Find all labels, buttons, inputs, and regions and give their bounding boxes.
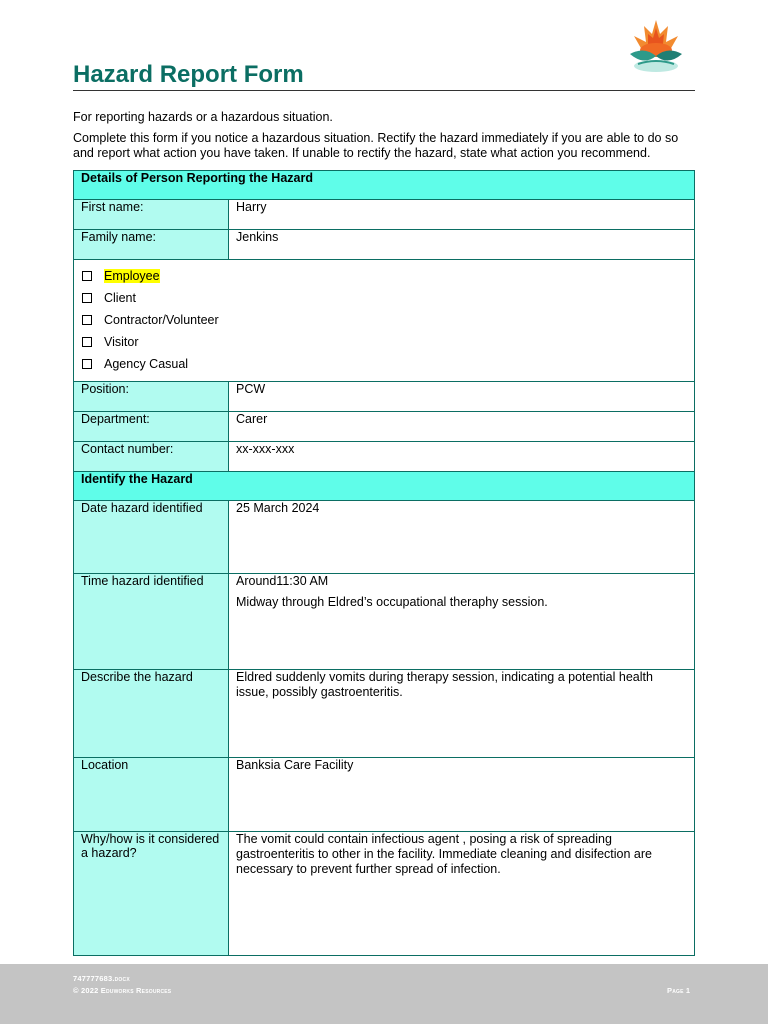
row-location: [74, 758, 695, 832]
row-why-hazard: [74, 832, 695, 956]
time-identified-field[interactable]: [229, 574, 695, 670]
why-hazard-value: The vomit could contain infectious agent , posing a risk of spreading gastroenteritis to other in the facility. Immediate cleaning and disifection are necessary to prevent further spread of infection.: [236, 832, 652, 876]
row-describe-hazard: [74, 670, 695, 758]
page-footer: [0, 964, 768, 1024]
checkbox-employee[interactable]: [82, 271, 92, 281]
role-option-employee[interactable]: [81, 265, 687, 287]
describe-hazard-value: Eldred suddenly vomits during therapy session, indicating a potential health issue, possibly gastroenteritis.: [236, 670, 653, 699]
intro-text: [73, 110, 698, 167]
role-option-contractor[interactable]: [81, 309, 687, 331]
checkbox-visitor[interactable]: [82, 337, 92, 347]
first-name-label: First name:: [74, 200, 229, 230]
date-identified-label: Date hazard identified: [74, 501, 229, 574]
department-field[interactable]: Carer: [229, 412, 695, 442]
section-header-person: [74, 171, 695, 200]
role-option-visitor[interactable]: [81, 331, 687, 353]
family-name-field[interactable]: Jenkins: [229, 230, 695, 260]
role-label-employee: Employee: [104, 269, 160, 283]
contact-number-field[interactable]: xx-xxx-xxx: [229, 442, 695, 472]
row-department: [74, 412, 695, 442]
row-contact-number: [74, 442, 695, 472]
title-divider: [73, 90, 695, 91]
section-heading-person: Details of Person Reporting the Hazard: [74, 171, 695, 200]
time-identified-note: Midway through Eldred’s occupational theraphy session.: [236, 595, 548, 609]
department-label: Department:: [74, 412, 229, 442]
row-first-name: [74, 200, 695, 230]
role-option-agency-casual[interactable]: [81, 353, 687, 375]
intro-line-1: For reporting hazards or a hazardous situation.: [73, 110, 333, 124]
row-role-checkboxes: [74, 260, 695, 382]
role-label-client: Client: [104, 291, 136, 305]
family-name-label: Family name:: [74, 230, 229, 260]
time-identified-label: Time hazard identified: [74, 574, 229, 670]
position-label: Position:: [74, 382, 229, 412]
checkbox-client[interactable]: [82, 293, 92, 303]
footer-page-number: Page 1: [667, 986, 691, 995]
footer-copyright: © 2022 Eduworks Resources: [73, 986, 172, 995]
why-hazard-field[interactable]: [229, 832, 695, 956]
section-heading-hazard: Identify the Hazard: [74, 472, 695, 501]
role-label-contractor: Contractor/Volunteer: [104, 313, 219, 327]
role-label-visitor: Visitor: [104, 335, 139, 349]
role-option-client[interactable]: [81, 287, 687, 309]
why-hazard-label: Why/how is it considered a hazard?: [74, 832, 229, 956]
page-title: Hazard Report Form: [73, 61, 304, 88]
checkbox-contractor[interactable]: [82, 315, 92, 325]
row-family-name: [74, 230, 695, 260]
date-identified-value: 25 March 2024: [236, 501, 320, 515]
intro-line-2: Complete this form if you notice a hazardous situation. Rectify the hazard immediately if you are able to do so and report what action you have taken. If unable to rectify the hazard, state what action you recommend.: [73, 131, 679, 160]
role-label-agency-casual: Agency Casual: [104, 357, 189, 371]
contact-number-label: Contact number:: [74, 442, 229, 472]
hazard-report-table: [73, 170, 695, 956]
position-field[interactable]: PCW: [229, 382, 695, 412]
section-header-hazard: [74, 472, 695, 501]
location-label: Location: [74, 758, 229, 832]
role-checkbox-group: [74, 260, 695, 382]
checkbox-agency-casual[interactable]: [82, 359, 92, 369]
describe-hazard-label: Describe the hazard: [74, 670, 229, 758]
time-identified-value: Around11:30 AM: [236, 574, 329, 588]
footer-doc-id: 747777683.docx: [73, 974, 130, 983]
row-time-identified: [74, 574, 695, 670]
location-value: Banksia Care Facility: [236, 758, 354, 772]
flower-logo-icon: [624, 16, 688, 78]
describe-hazard-field[interactable]: [229, 670, 695, 758]
row-position: [74, 382, 695, 412]
first-name-field[interactable]: Harry: [229, 200, 695, 230]
row-date-identified: [74, 501, 695, 574]
location-field[interactable]: [229, 758, 695, 832]
date-identified-field[interactable]: [229, 501, 695, 574]
